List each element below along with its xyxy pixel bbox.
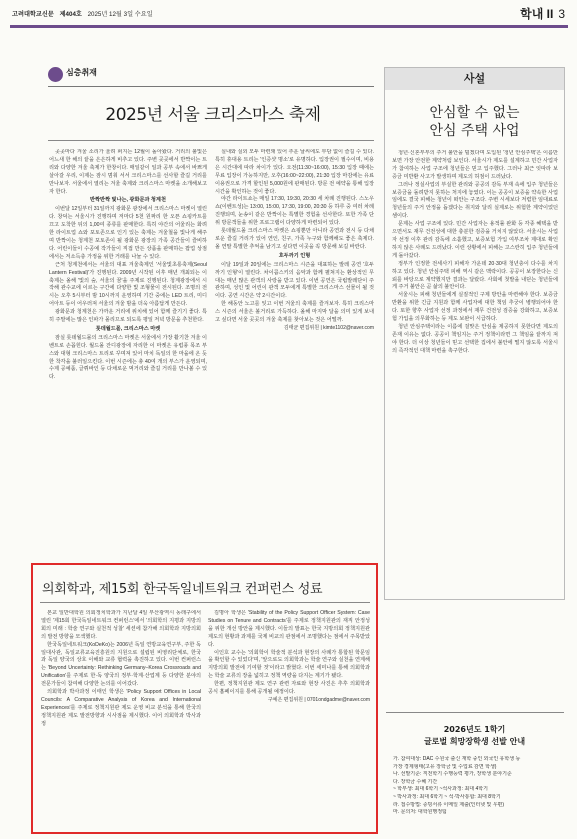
notice-item: ~ 박사과정: 최대 6학기 ~ 석·박사통합: 최대 8학기 [393, 793, 501, 800]
header-divider [10, 25, 568, 28]
notice-item: 가. 참여대상: DAC 수원국 출신 재학 중인 외국인 유학생 등 [393, 756, 521, 762]
paragraph: 한 해동안 노고를 잊고 이번 겨울의 축제를 즐겨보자. 특히 크리스마스 시즌의 서울은 볼거리로 가득하다. 올해 마지막 달을 의미 있게 보내고 싶다면 서울 곳곳의 겨울 축제를 찾아보는 것은 어떨까. [215, 301, 374, 324]
paragraph: 이번달 12일부터 31일까지 광화문 광장에서 크리스마스 마켓이 열린다. 창덕는 서울시가 진행하며 저마다 5천 원짜리 한 오픈 쇼핑카트를 끄고 도착한 뒤의 1,00여 종류를 판매한다. 특히 야간의 어울리는 화려한 라이트업 쇼와 포토존으로 인기 있는 축제는 겨울철을 빛나게 해주며 반짝이는 청계천 포토존이 될 광화문 광장의 가족 공간들이 즐비하다. 어린이들이 수공예 작가들이 직접 만든 상품을 판매하는 팝업 상점에서는 저소득층 가정을 위한 거래를 나눌 수 있다. [49, 206, 207, 260]
paragraph: 그러나 정실사업의 부실한 관리와 공공의 감독 부재 속에 입주 청년들은 보증금을 돌려받지 못하는 처지에 놓였다. 이는 공공이 보증을 약속한 사업임에도 결국 피해는 청년이 떠안는 구조다. 주변 시세보다 저렴한 임대료로 청년들의 주거 안정을 돕겠다는 취지와 달리 실제로는 위험한 계약이었던 셈이다. [392, 181, 558, 220]
section-name: 학내 II [520, 7, 554, 21]
article-column-2 [208, 610, 370, 828]
paragraph: 정부가 인정한 전세사기 피해자 가운데 20·30대 청년층이 다수를 차지하고 있다. 청년 안심주택 피해 역시 같은 맥락이다. 공공이 보장한다는 신뢰를 바탕으로 계약했지만 결과는 달랐다. 사회에 첫발을 내딛는 청년들에게 주거 불안은 곧 삶의 불안이다. [392, 260, 558, 291]
subheading: 롯데월드몰, 크리스마스 마켓 [95, 325, 161, 332]
masthead-info [12, 9, 153, 18]
section-heading [520, 5, 565, 22]
notice-item: 나. 선발기준: 직전학기 수행능력 평가, 장학생 분야기준 [393, 771, 512, 778]
kicker-divider [48, 86, 374, 87]
kicker-bullet-icon [48, 67, 63, 82]
editorial-label: 사설 [385, 68, 564, 90]
paper-name: 고려대학교신문 [12, 11, 54, 18]
paragraph: 실내와 실외 모두 마련돼 있어 추운 날씨에도 부담 없이 즐길 수 있다. 특히 휴대용 트리는 '인증샷 명소'로 유명하다. 입장권이 필수이며, 비용은 시간대에 따라 차이가 있다. 오전(11:30~16:00), 15:30 입장 때에는 무료 입장이 가능하지만, 오후(16:00~22:00), 21:30 입장 마감에는 유료 이용권으로 가격 할인된 5,000원에 판매된다. 방문 전 예약을 통해 입장 시간을 확인하는 것이 좋다. [215, 149, 374, 195]
article-column-1 [41, 610, 201, 828]
feature-column-2 [215, 149, 374, 564]
paragraph: 이인호 교수는 '의회학이 학술적 분석과 현장의 사례가 통합된 학문임을 확인할 수 있었다'며, '앞으로도 의회학과는 학술 연구와 실천을 연계해 지방의회 발전에 기여할 것'이라고 밝혔다. 이번 세미나를 통해 의회학과는 학술 교류의 장을 넓히고 정책 역량을 다지는 계기가 됐다. [208, 649, 370, 680]
issue-date: 2025년 12월 3일 수요일 [87, 11, 153, 18]
editorial-body [392, 150, 558, 595]
issue-number: 제404호 [59, 11, 82, 18]
paragraph: 광화문과 청계천은 가까운 거리에 위치해 있어 함께 즐기기 좋다. 특히 주말에는 많은 인파가 몰리므로 되도록 평일 저녁 방문을 추천한다. [49, 309, 207, 324]
notice-item: 다. 장학금 수혜 기간 [393, 778, 438, 785]
paragraph: 문제는 사업 구조에 있다. 민간 사업자는 용적률 완화 등 각종 혜택을 받으면서도 재무 건전성에 대한 충분한 검증을 거치지 않았다. 서울시는 사업자 선정 이후 관리 감독에 소홀했고, 보증보험 가입 여부조차 제대로 확인하지 않은 사례도 드러났다. 이런 상황에서 피해는 고스란히 입주 청년들에게 돌아갔다. [392, 221, 558, 259]
notice-item: ~ 학부생: 최대 6학기 ~석사과정: 최대 4학기 [393, 786, 488, 793]
notice-item: 가장 경제형태(고유 장학금 및 수업료 감면 학생) [393, 763, 497, 770]
notice-list [393, 756, 563, 817]
paragraph: 본교 일반대학원 의회정치학과가 지난달 4일 부산광역시 동래구에서 열린 '제15회 한국독일네트워크 컨퍼런스'에서 '의회학의 지평과 지방의회의 미래 : 학술 연구와 실천적 성찰' 세션에 참가해 의회학과 지방의회의 발전 방향을 모색했다. [41, 610, 201, 640]
paragraph: 김명아 학생은 'Stability of the Policy Support Officer System: Case Studies on Tenure and Contracts'를 주제로 정책지원관의 재직 안정성을 위한 개선 방안을 제시했다. 이들의 발표는 한국 지방의회 정책지원관 제도의 현황과 과제를 국제 비교의 관점에서 조명했다는 점에서 주목받았다. [208, 610, 370, 648]
editorial-title: 안심할 수 없는 안심 주택 사업 [429, 105, 520, 139]
feature-column-1 [49, 149, 207, 564]
paragraph: 근처 청계천에서는 서울의 대표 겨울축제인 '서울빛초롱축제(Seoul Lantern Festival)'가 진행된다. 2009년 시작된 이후 매년 개최되는 이 축제는 올해 '빛의 숲, 서울의 꿈'을 주제로 진행된다. 청계광장에서 시작해 관수교에 이르는 구간에 다양한 빛 조형물이 전시된다. 조명의 전시는 오후 5시부터 밤 10시까지 운영하며 기간 중에는 LED 트리, 미디어아트 등이 어우러져 서울의 겨울 밤을 더욱 아름답게 만든다. [49, 261, 207, 308]
paragraph: 청년 안심주택이라는 이름에 걸맞은 안심을 제공하지 못한다면 제도의 존재 이유는 없다. 공공이 책임지는 주거 정책이라면 그 책임을 끝까지 져야 한다. 더 이상 청년들이 믿고 선택한 집에서 불안에 떨지 않도록 서울시의 즉각적인 대책 마련을 촉구한다. [392, 323, 558, 354]
kicker-label: 심층취재 [66, 68, 97, 77]
title-divider [48, 140, 374, 141]
notice-divider [386, 712, 564, 713]
paragraph: 한국독일네트워크(KoDeKo)는 2006년 독일 연방교육연구부, 주한 독일대사관, 독일교류교육진흥원의 지원으로 설립된 비영리단체로, 한국과 독일 양국의 상호 이해와 교류 협력을 촉진하고 있다. 이번 컨퍼런스는 'Beyond Uncertainty: Rethinking Germany–Korea Crossroads and Unification'를 주제로 한·독 양국의 정부·학계·산업계 등 다양한 분야의 전문가들이 참여해 다양한 논의를 이어갔다. [41, 641, 201, 688]
paragraph: 한편, 정책지원관 제도 연구 관련 자료와 현장 사진은 추후 의회학과 공식 홈페이지를 통해 공개될 예정이다. [208, 681, 370, 696]
paragraph: 롯데월드몰 크리스마스 마켓은 쇼핑뿐만 아니라 공연과 전시 등 다채로운 즐길 거리가 있어 연인, 친구, 가족 누구와 함께해도 좋은 축제다. 올 연말 특별한 추억을 남기고 싶다면 이곳을 꼭 방문해 보길 바란다. [215, 228, 374, 250]
notice-title: 2026년도 1학기 글로벌 희망장학생 선발 안내 [423, 725, 526, 746]
subheading: 호두까기 인형 [278, 252, 311, 259]
paragraph: 야간 라이트쇼는 매일 17:30, 19:30, 20:30 세 차례 진행된다. 스노우 쇼(이벤트성)는 13:00, 15:00, 17:30, 19:00, 20:30 등 하루 중 여러 차례 진행되며, 눈송이 같은 반짝이는 특별한 경험을 선사한다. 또한 가족 단위 방문객들을 위한 프로그램이 다양하게 마련되어 있다. [215, 196, 374, 227]
paragraph: 잠실 롯데월드몰의 크리스마스 마켓은 서울에서 가장 활기찬 겨울 이벤트로 손꼽힌다. 월드몰 잔디광장에 자리한 이 마켓은 유럽풍 목조 부스와 대형 크리스마스 트리로 꾸며져 있어 마치 독일의 한 마을에 온 듯한 착각을 불러일으킨다. 이번 시즌에는 총 40여 개의 부스가 운영되며, 수제 공예품, 글뤼바인 등 다채로운 먹거리와 즐길 거리를 만나볼 수 있다. [49, 334, 207, 381]
paragraph: 서울시는 피해 청년들에게 실질적인 구제 방안을 마련해야 한다. 보증금 반환을 위한 긴급 지원과 함께 사업자에 대한 책임 추궁이 병행되어야 한다. 또한 향후 사업자 선정 과정에서 재무 건전성 검증을 강화하고, 보증보험 가입을 의무화하는 등 제도 보완이 시급하다. [392, 292, 558, 323]
paragraph: 이달 19일과 20일에는 크리스마스 시즌을 대표하는 발레 공연 '호두까기 인형'이 열린다. 차이콥스키의 음악과 함께 펼쳐지는 환상적인 무대는 매년 많은 관객의 사랑을 받고 있다. 이번 공연은 국립발레단이 주관하며, 성인 및 어린이 관객 모두에게 특별한 크리스마스 선물이 될 것이다. 공연 시간은 약 2시간이다. [215, 261, 374, 300]
page-number: 3 [558, 7, 565, 21]
byline: 구예은 편집위원 | 0701ondgadme@naver.com [267, 696, 370, 703]
notice-item: 라. 접수방법: 증빙서류 이메일 제출(인터넷 및 우편) [393, 801, 505, 808]
subheading: 반짝반짝 빛나는, 광화문과 청계천 [90, 197, 166, 204]
paragraph: 곳곳마다 겨울 소리가 울려 퍼지는 12월이 돌아왔다. 거리의 불빛은 어느새 한 해의 끝을 은은하게 비추고 있다. 주변 곳곳에서 반짝이는 트리와 다양한 겨울 축제가 한창이다. 매일같이 일과 공부 속에서 바쁘게 살아갈 우리, 이제는 잠시 멈춰 서서 크리스마스를 선사할 즐길 거리를 만나보자. 서울에서 열리는 겨울 축제와 크리스마스 마켓을 소개해보고자 한다. [49, 149, 207, 195]
feature-title: 2025년 서울 크리스마스 축제 [105, 105, 321, 125]
byline: 김태균 편집위원 | kimte1102@naver.com [283, 324, 374, 331]
article-title-divider [40, 602, 370, 603]
paragraph: 의회학과 박사과정 이태인 학생은 'Policy Support Offices in Local Councils: A Comparative Analysis of Korea and International Experiences'를 주제로 정책지원관 제도 운영 비교 분석을 통해 한국의 정책지원관 제도 발전방향과 시사점을 제시했다. 이어 의회학과 박사과정 [41, 689, 201, 727]
notice-item: 마. 문의처: 대학원행정팀 [393, 809, 447, 816]
paragraph: 청년·신혼부부의 주거 불안을 덜겠다며 도입된 '청년 안심주택'은 이름만 보면 가장 안전한 계약처럼 보인다. 서울시가 제도를 설계하고 민간 사업자가 참여하는 사업 구조에 청년들은 믿고 입주했다. 그러나 최근 잇따라 보증금 미반환 사고가 발생하며 제도의 허점이 드러났다. [392, 150, 558, 180]
article-title: 의회학과, 제15회 한국독일네트워크 컨퍼런스 성료 [42, 582, 323, 597]
